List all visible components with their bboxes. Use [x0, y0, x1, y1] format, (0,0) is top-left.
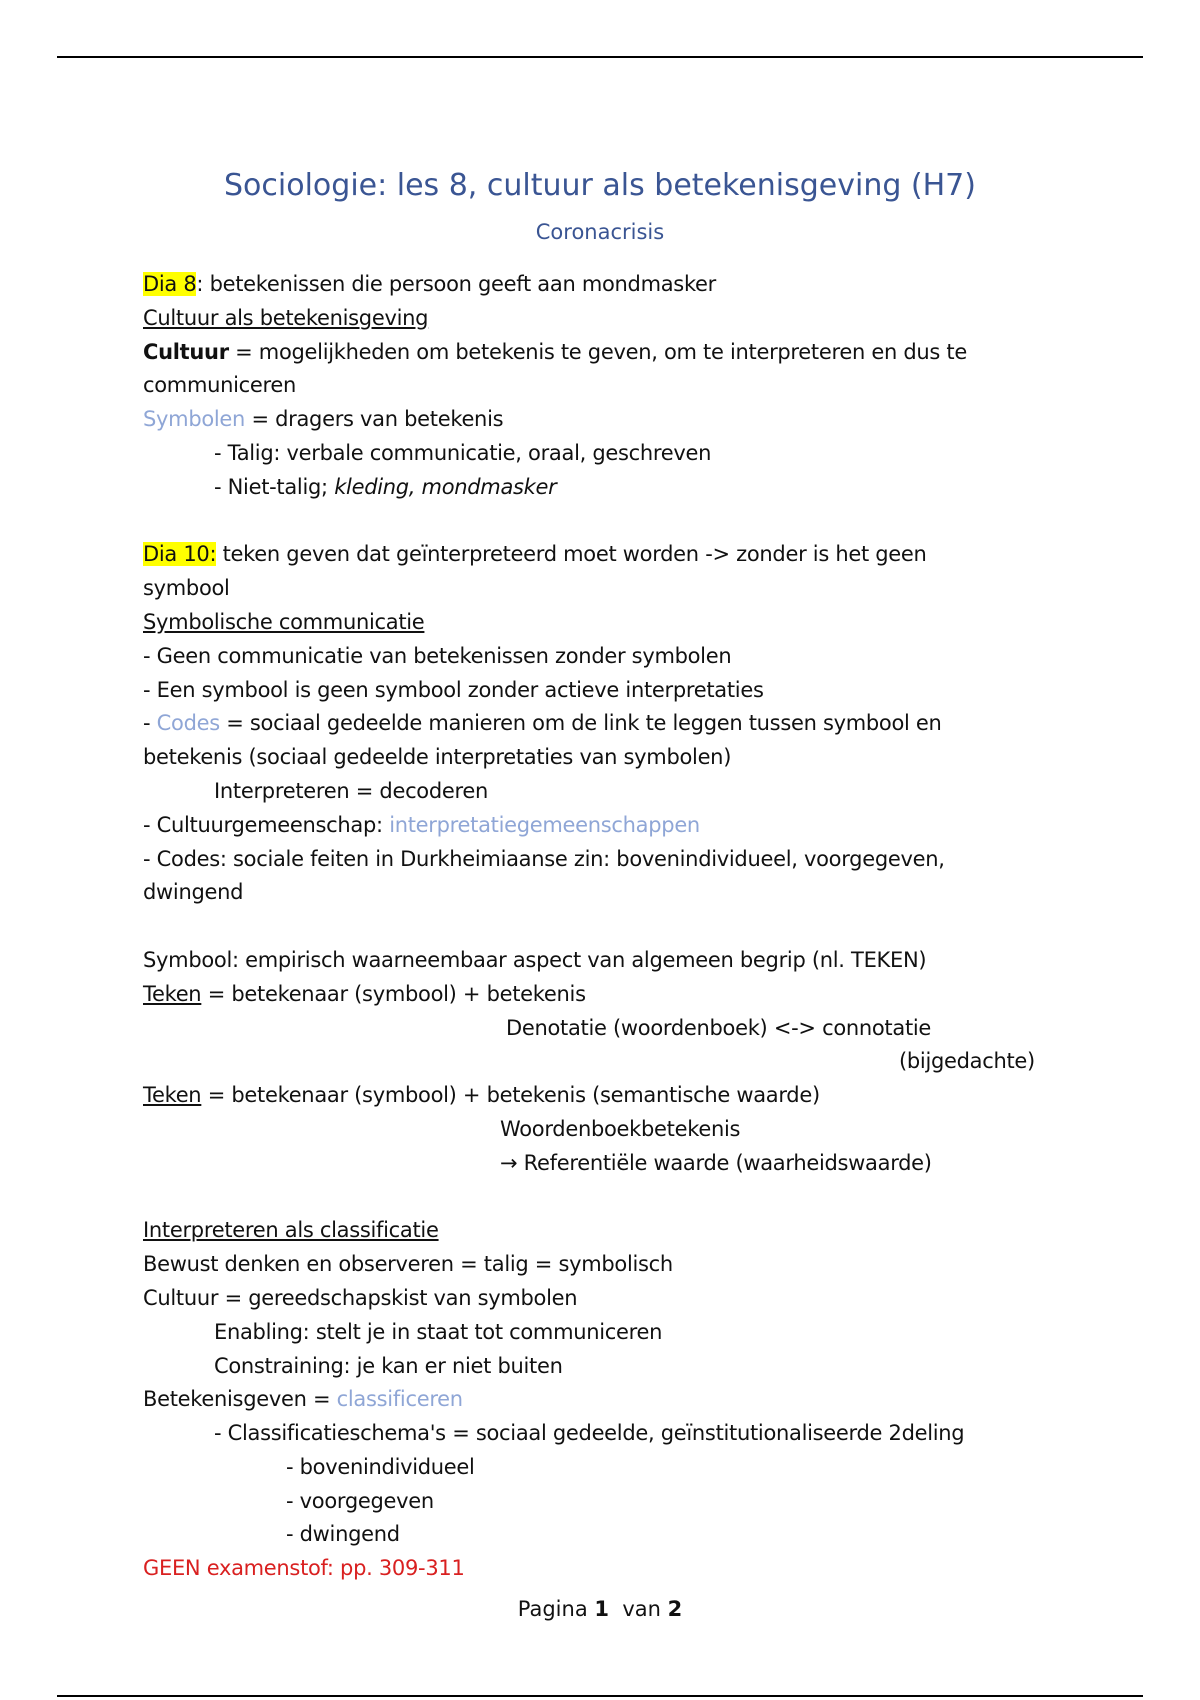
bewust-denken: Bewust denken en observeren = talig = symbolisch	[143, 1252, 673, 1277]
constraining-item: Constraining: je kan er niet buiten	[214, 1353, 563, 1378]
teken-def-2: = betekenaar (symbool) + betekenis (semantische waarde)	[201, 1083, 820, 1108]
page-subtitle: Coronacrisis	[535, 220, 665, 244]
interpretatiegemeenschappen-term: interpretatiegemeenschappen	[389, 812, 700, 837]
codes-def-cont: betekenis (sociaal gedeelde interpretaties van symbolen)	[143, 745, 732, 770]
page-label: Pagina	[517, 1597, 595, 1621]
cultuur-gereedschapskist: Cultuur = gereedschapskist van symbolen	[143, 1285, 578, 1310]
codes-sociale-feiten: - Codes: sociale feiten in Durkheimiaanse zin: bovenindividueel, voorgegeven,	[143, 846, 945, 871]
teken-word-2: Teken	[143, 1083, 202, 1108]
symbolische-heading: Symbolische communicatie	[143, 609, 425, 634]
classificatieschema-item: - Classificatieschema's = sociaal gedeelde, geïnstitutionaliseerde 2deling	[214, 1421, 965, 1446]
geen-examenstof-note: GEEN examenstof: pp. 309-311	[143, 1556, 465, 1581]
sub-item-voorgegeven: - voorgegeven	[286, 1488, 434, 1513]
denotatie-line	[143, 1012, 1063, 1046]
niet-talig-item	[143, 471, 1063, 505]
dia8-text: : betekenissen die persoon geeft aan mondmasker	[196, 272, 717, 296]
dia10-line	[143, 538, 1063, 572]
denotatie-text: Denotatie (woordenboek) <-> connotatie	[506, 1015, 932, 1040]
cultuur-def: = mogelijkheden om betekenis te geven, om te interpreteren en dus te	[228, 339, 967, 364]
interpreteren-decoderen: Interpreteren = decoderen	[214, 778, 489, 803]
codes-def: = sociaal gedeelde manieren om de link te leggen tussen symbool en	[219, 711, 942, 736]
codes-prefix: -	[143, 711, 157, 736]
codes-line	[143, 707, 1063, 741]
classificatie-heading-line	[143, 1214, 1063, 1248]
teken-line-2	[143, 1079, 1063, 1113]
cultuur-heading: Cultuur als betekenisgeving	[143, 305, 429, 330]
woordenboek-text: Woordenboekbetekenis	[500, 1116, 741, 1141]
teken-line-1	[143, 978, 1063, 1012]
cultuur-term: Cultuur	[143, 339, 229, 364]
bottom-rule	[57, 1695, 1143, 1697]
bijgedachte-line	[143, 1045, 1063, 1079]
page-number	[0, 1597, 1200, 1621]
codes-term: Codes	[156, 711, 220, 736]
classificeren-term: classificeren	[336, 1387, 463, 1412]
bijgedachte-text: (bijgedachte)	[899, 1049, 1035, 1074]
cultuurgemeenschap-line	[143, 809, 1063, 843]
dia8-tag: Dia 8	[143, 272, 197, 296]
cultuurgemeenschap-prefix: - Cultuurgemeenschap:	[143, 812, 390, 837]
page-of-label: van	[608, 1597, 668, 1621]
page-total: 2	[667, 1597, 683, 1621]
symbolische-item-2: - Een symbool is geen symbool zonder actieve interpretaties	[143, 677, 764, 702]
symbool-definition: Symbool: empirisch waarneembaar aspect van algemeen begrip (nl. TEKEN)	[143, 947, 927, 972]
page-current: 1	[594, 1597, 609, 1621]
betekenisgeven-prefix: Betekenisgeven =	[143, 1387, 337, 1412]
dia10-text: teken geven dat geïnterpreteerd moet worden -> zonder is het geen	[216, 542, 927, 567]
referentieel-text: → Referentiële waarde (waarheidswaarde)	[500, 1150, 932, 1175]
symbolen-def: = dragers van betekenis	[245, 407, 504, 432]
dia10-tag: Dia 10:	[143, 542, 217, 567]
woordenboek-line	[143, 1113, 1063, 1147]
symbolische-item-1: - Geen communicatie van betekenissen zonder symbolen	[143, 643, 732, 668]
document-body	[143, 268, 1063, 1586]
referentieel-line	[143, 1147, 1063, 1181]
symbolen-term: Symbolen	[143, 407, 246, 432]
dia10-text-cont: symbool	[143, 576, 230, 601]
dia8-line	[143, 268, 1063, 302]
symbolen-line	[143, 403, 1063, 437]
cultuur-def-cont: communiceren	[143, 373, 297, 398]
teken-word-1: Teken	[143, 981, 202, 1006]
niet-talig-prefix: - Niet-talig;	[214, 474, 335, 499]
talig-item: - Talig: verbale communicatie, oraal, geschreven	[214, 440, 712, 465]
top-rule	[57, 56, 1143, 58]
page-title: Sociologie: les 8, cultuur als betekenisgeving (H7)	[224, 168, 976, 203]
classificatie-heading: Interpreteren als classificatie	[143, 1218, 439, 1243]
enabling-item: Enabling: stelt je in staat tot communiceren	[214, 1319, 663, 1344]
cultuur-def-line	[143, 336, 1063, 370]
teken-def-1: = betekenaar (symbool) + betekenis	[201, 981, 586, 1006]
niet-talig-examples: kleding, mondmasker	[334, 474, 557, 499]
betekenisgeven-line	[143, 1383, 1063, 1417]
sub-item-dwingend: - dwingend	[286, 1522, 400, 1547]
cultuur-heading-line	[143, 302, 1063, 336]
symbolische-heading-line	[143, 606, 1063, 640]
sub-item-bovenindividueel: - bovenindividueel	[286, 1454, 475, 1479]
codes-sociale-feiten-cont: dwingend	[143, 880, 244, 905]
